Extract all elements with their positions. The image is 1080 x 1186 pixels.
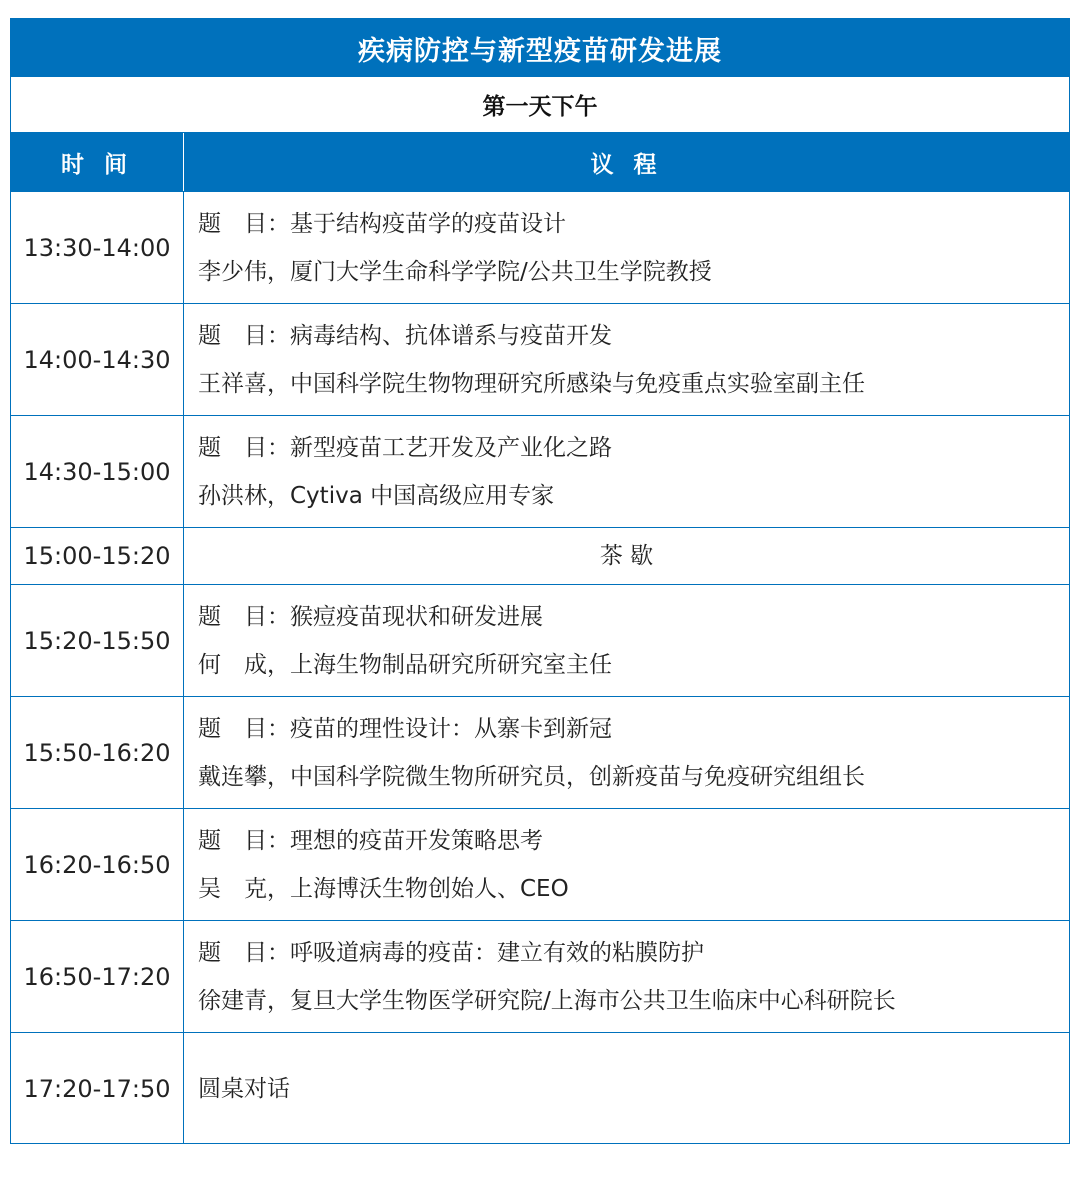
- header-row: [11, 133, 1069, 191]
- talk-topic: 题 目：基于结构疫苗学的疫苗设计: [198, 210, 566, 237]
- time-slot: 14:00-14:30: [11, 304, 184, 415]
- agenda-cell: [184, 192, 1069, 303]
- roundtable-label: 圆桌对话: [198, 1075, 290, 1102]
- time-slot: 17:20-17:50: [11, 1033, 184, 1144]
- talk-topic: 题 目：新型疫苗工艺开发及产业化之路: [198, 434, 612, 461]
- tea-break-label: 茶 歇: [599, 543, 654, 569]
- time-slot: 14:30-15:00: [11, 416, 184, 527]
- table-row: [11, 527, 1069, 584]
- speaker-info: 王祥喜，中国科学院生物物理研究所感染与免疫重点实验室副主任: [198, 370, 865, 397]
- speaker-info: 戴连攀，中国科学院微生物所研究员，创新疫苗与免疫研究组组长: [198, 763, 865, 790]
- talk-topic: 题 目：呼吸道病毒的疫苗：建立有效的粘膜防护: [198, 939, 704, 966]
- table-row: [11, 920, 1069, 1032]
- agenda-table: [10, 18, 1070, 1144]
- time-slot: 15:00-15:20: [11, 528, 184, 584]
- time-slot: 16:50-17:20: [11, 921, 184, 1032]
- talk-topic: 题 目：猴痘疫苗现状和研发进展: [198, 603, 543, 630]
- agenda-cell: [184, 416, 1069, 527]
- agenda-cell: [184, 809, 1069, 920]
- table-row: [11, 1032, 1069, 1144]
- speaker-info: 孙洪林，Cytiva 中国高级应用专家: [198, 482, 555, 509]
- table-title: 疾病防控与新型疫苗研发进展: [11, 19, 1069, 77]
- agenda-cell: [184, 304, 1069, 415]
- time-slot: 15:50-16:20: [11, 697, 184, 808]
- table-row: [11, 808, 1069, 920]
- agenda-cell: [184, 921, 1069, 1032]
- agenda-cell: [184, 528, 1069, 584]
- agenda-cell: [184, 697, 1069, 808]
- talk-topic: 题 目：疫苗的理性设计：从寨卡到新冠: [198, 715, 612, 742]
- table-row: [11, 584, 1069, 696]
- speaker-info: 何 成，上海生物制品研究所研究室主任: [198, 651, 612, 678]
- talk-topic: 题 目：病毒结构、抗体谱系与疫苗开发: [198, 322, 612, 349]
- time-slot: 13:30-14:00: [11, 192, 184, 303]
- speaker-info: 李少伟，厦门大学生命科学学院/公共卫生学院教授: [198, 258, 712, 285]
- table-row: [11, 415, 1069, 527]
- agenda-cell: [184, 585, 1069, 696]
- time-slot: 15:20-15:50: [11, 585, 184, 696]
- agenda-column-header: 议 程: [590, 151, 663, 178]
- table-row: [11, 303, 1069, 415]
- speaker-info: 徐建青，复旦大学生物医学研究院/上海市公共卫生临床中心科研院长: [198, 987, 896, 1014]
- time-slot: 16:20-16:50: [11, 809, 184, 920]
- agenda-cell: [184, 1033, 1069, 1144]
- talk-topic: 题 目：理想的疫苗开发策略思考: [198, 827, 543, 854]
- time-column-header: 时 间: [11, 133, 184, 191]
- table-row: [11, 191, 1069, 303]
- day-session-label: 第一天下午: [11, 77, 1069, 133]
- table-row: [11, 696, 1069, 808]
- speaker-info: 吴 克，上海博沃生物创始人、CEO: [198, 875, 569, 902]
